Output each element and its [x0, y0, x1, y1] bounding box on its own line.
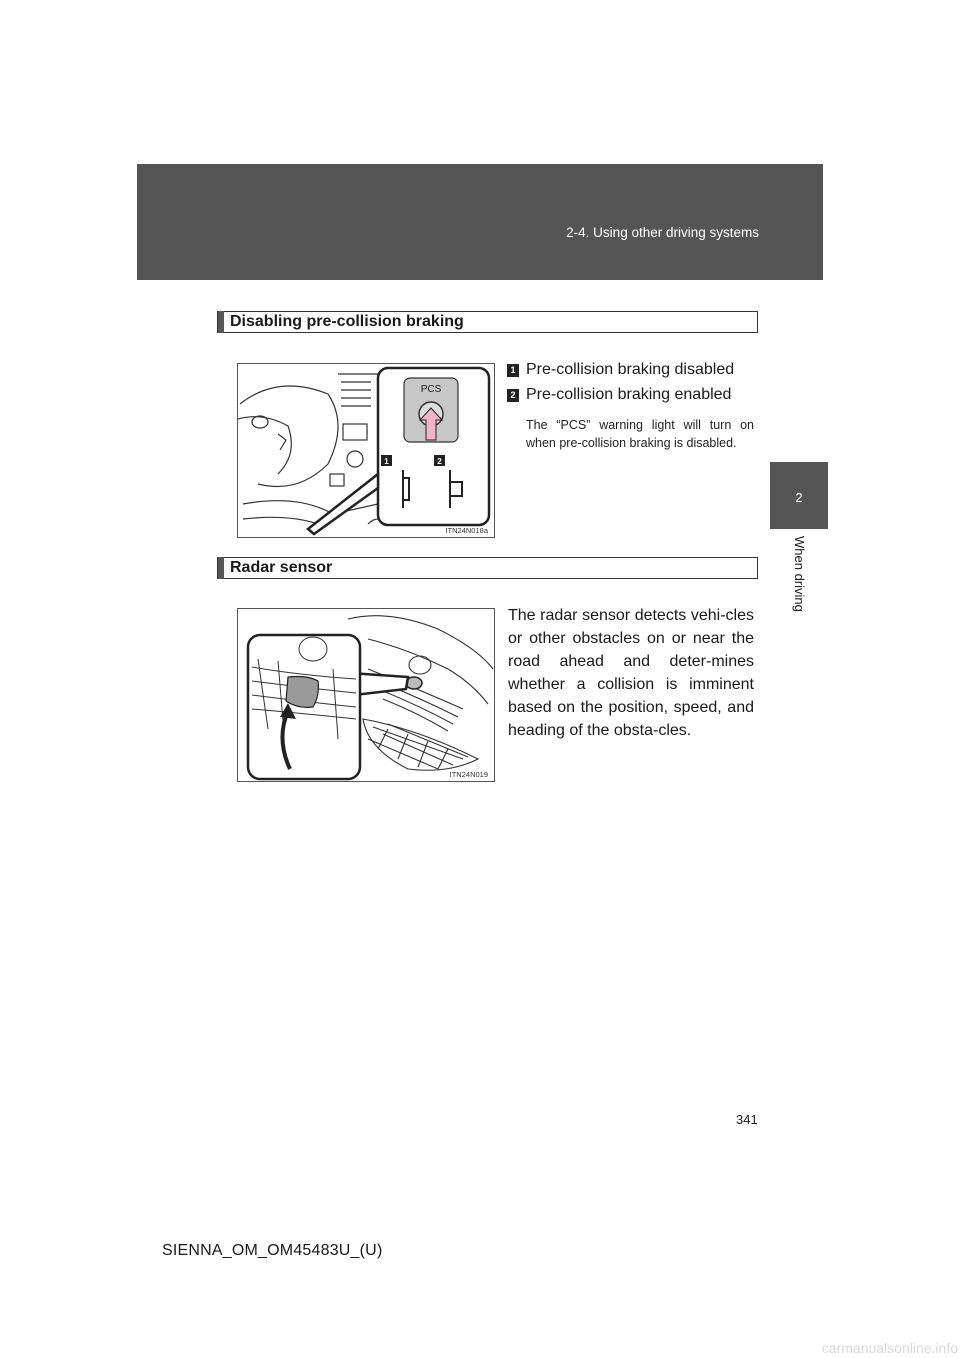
pcs-switch-figure	[237, 363, 495, 538]
grille-illustration	[238, 609, 494, 781]
radar-sensor-figure	[237, 608, 495, 782]
section-path: 2-4. Using other driving systems	[566, 225, 759, 240]
chapter-number: 2	[795, 490, 803, 505]
section-title-disabling-pcs: Disabling pre-collision braking	[217, 311, 758, 333]
callout-2: 2	[437, 457, 442, 466]
figure-code-1: ITN24N018a	[445, 526, 488, 535]
watermark: carmanualsonline.info	[821, 1340, 958, 1356]
callout-1: 1	[384, 457, 389, 466]
pcs-button-label: PCS	[420, 384, 442, 395]
item-label: Pre-collision braking disabled	[526, 361, 735, 378]
chapter-tab	[770, 462, 828, 529]
page-number: 341	[736, 1112, 758, 1127]
item-number: 1	[507, 364, 519, 377]
figure-code-2: ITN24N019	[449, 770, 488, 779]
chapter-title: When driving	[792, 536, 807, 612]
header-band	[137, 164, 823, 280]
item-number: 2	[507, 389, 519, 402]
pcs-warning-note: The “PCS” warning light will turn on when pre-collision braking is disabled.	[526, 418, 754, 450]
item-label: Pre-collision braking enabled	[526, 386, 732, 403]
document-code: SIENNA_OM_OM45483U_(U)	[162, 1242, 383, 1259]
section-title-radar-sensor: Radar sensor	[217, 557, 758, 579]
dashboard-illustration	[238, 364, 494, 537]
radar-sensor-description: The radar sensor detects vehi-cles or other obstacles on or near the road ahead and deter-mines whether a collision is imminent based on the position, speed, and heading of the obsta-cles.	[508, 607, 754, 739]
